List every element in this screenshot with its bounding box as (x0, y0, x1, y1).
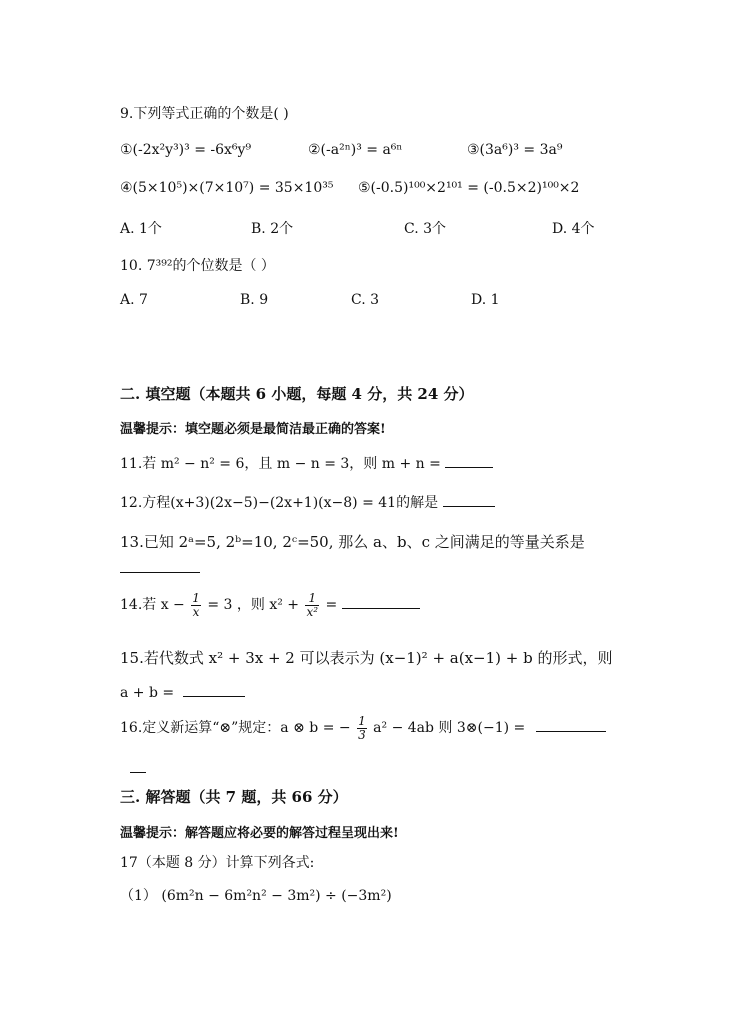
q14-answer-blank[interactable] (342, 596, 420, 609)
q15-line1: 15.若代数式 x² + 3x + 2 可以表示为 (x−1)² + a(x−1) + b 的形式，则 (120, 649, 613, 667)
q16-answer-blank[interactable] (536, 719, 606, 732)
q11 (120, 453, 493, 473)
q16-post: a² − 4ab 则 3⊗(−1) = (373, 720, 526, 736)
section3-tip: 温馨提示：解答题应将必要的解答过程呈现出来! (120, 826, 399, 841)
q15-answer-blank[interactable] (183, 684, 245, 697)
q9-option-4: ④(5×10⁵)×(7×10⁷) = 35×10³⁵ (120, 180, 334, 196)
q10-choice-d: D. 1 (471, 292, 500, 308)
q16-pre: 16.定义新运算“⊗”规定：a ⊗ b = − (120, 720, 351, 736)
q14 (120, 590, 420, 620)
q14-pre: 14.若 x − (120, 597, 185, 613)
section2-tip: 温馨提示：填空题必须是最简洁最正确的答案! (120, 422, 386, 437)
section3-title: 三. 解答题（共 7 题，共 66 分） (120, 788, 348, 806)
q13-answer-blank[interactable] (120, 560, 200, 577)
q11-text: 11.若 m² − n² = 6，且 m − n = 3，则 m + n = (120, 456, 441, 472)
q9-choice-b: B. 2个 (251, 221, 294, 237)
q17-stem: 17（本题 8 分）计算下列各式: (120, 855, 315, 871)
q10-choice-b: B. 9 (240, 292, 269, 308)
q9-option-3: ③(3a⁶)³ = 3a⁹ (467, 142, 563, 158)
q9-option-5: ⑤(-0.5)¹⁰⁰×2¹⁰¹ = (-0.5×2)¹⁰⁰×2 (358, 180, 580, 196)
q17-part1: （1） (6m²n − 6m²n² − 3m²) ÷ (−3m²) (120, 888, 392, 904)
q9-choice-c: C. 3个 (404, 221, 447, 237)
q12-text: 12.方程(x+3)(2x−5)−(2x+1)(x−8) = 41的解是 (120, 495, 439, 511)
section2-title: 二. 填空题（本题共 6 小题，每题 4 分，共 24 分） (120, 385, 474, 403)
q10-choice-a: A. 7 (120, 292, 148, 308)
q16-answer-blank-cont[interactable] (130, 760, 146, 777)
q9-choice-d: D. 4个 (552, 221, 595, 237)
q14-mid: = 3 ，则 x² + (207, 597, 300, 613)
q9-stem: 9.下列等式正确的个数是( ) (120, 106, 289, 122)
q15-line2-text: a + b = (120, 685, 175, 701)
q9-option-2: ②(-a²ⁿ)³ = a⁶ⁿ (308, 142, 403, 158)
q12-answer-blank[interactable] (443, 494, 495, 507)
q11-answer-blank[interactable] (445, 455, 493, 468)
q9-choice-a: A. 1个 (120, 221, 162, 237)
q14-post: = (325, 597, 338, 613)
q14-fraction-2: $\frac{1}{\text{x²}}$ (306, 590, 319, 619)
q15-line2 (120, 684, 245, 701)
q10-stem: 10. 7³⁹²的个位数是（ ） (120, 258, 275, 274)
q12 (120, 492, 495, 512)
q10-choice-c: C. 3 (351, 292, 380, 308)
q16 (120, 713, 606, 743)
q13-text: 13.已知 2ᵃ=5, 2ᵇ=10, 2ᶜ=50, 那么 a、b、c 之间满足的等量关系是 (120, 533, 585, 551)
q9-option-1: ①(-2x²y³)³ = -6x⁶y⁹ (120, 142, 252, 158)
q14-fraction-1: $\frac{1}{x}$ (192, 590, 200, 619)
q16-fraction: $\frac{1}{3}$ (358, 713, 366, 742)
